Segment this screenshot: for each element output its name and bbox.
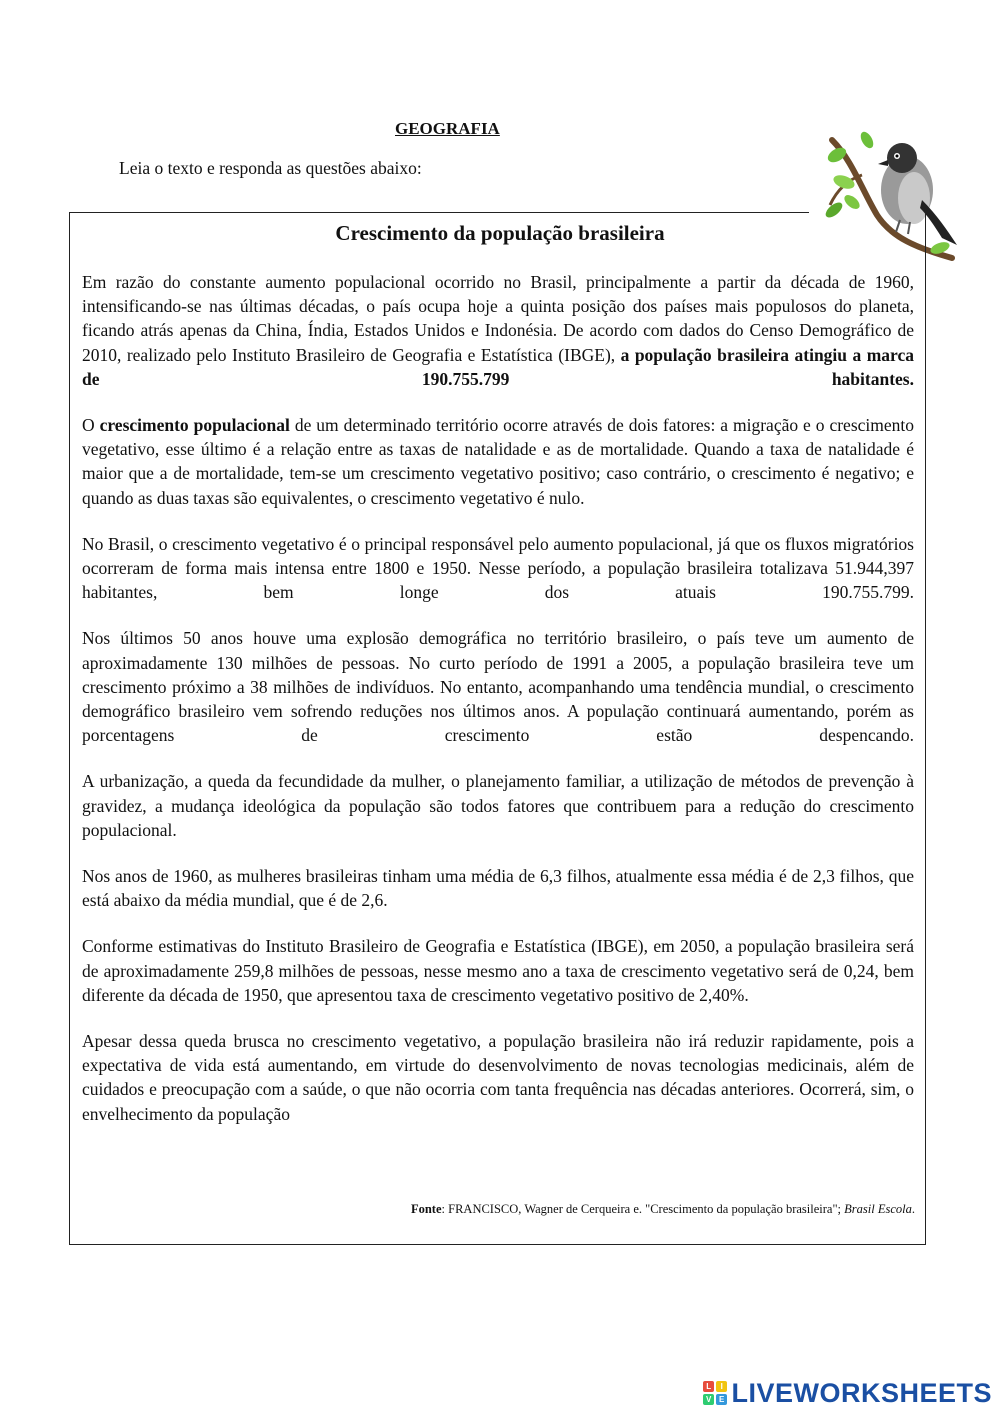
liveworksheets-logo[interactable] bbox=[703, 1378, 992, 1408]
instructions: Leia o texto e responda as questões abaixo: bbox=[119, 158, 422, 178]
paragraph-2-rest: de um determinado território ocorre através de dois fatores: a migração e o crescimento vegetativo, esse último é a relação entre as taxas de natalidade e as de mortalidade. Quando a taxa de natalidade é maior que a de mortalidade, tem-se um crescimento vegetativo positivo; caso contrário, o crescimento é negativo; e quando as duas taxas são equivalentes, o crescimento vegetativo é nulo. bbox=[82, 415, 914, 508]
source-text: : FRANCISCO, Wagner de Cerqueira e. "Crescimento da população brasileira"; bbox=[441, 1202, 845, 1216]
paragraph-7: Conforme estimativas do Instituto Brasileiro de Geografia e Estatística (IBGE), em 2050, a população brasileira será de aproximadamente 259,8 milhões de pessoas, nesse mesmo ano a taxa de crescimento vegetativo será de 0,24, bem diferente da década de 1950, que apresentou taxa de crescimento vegetativo positivo de 2,40%. bbox=[82, 936, 914, 1005]
source-citation bbox=[411, 1202, 915, 1217]
article-title: Crescimento da população brasileira bbox=[335, 221, 665, 245]
paragraph-1 bbox=[82, 270, 914, 391]
paragraph-8: Apesar dessa queda brusca no crescimento vegetativo, a população brasileira não irá reduzir rapidamente, pois a expectativa de vida está aumentando, em virtude do desenvolvimento de novas tecnologias medicinais, além de cuidados e preocupação com a saúde, o que não ocorria com tanta frequência nas décadas anteriores. Ocorrerá, sim, o envelhecimento da população bbox=[82, 1031, 914, 1124]
paragraph-6: Nos anos de 1960, as mulheres brasileiras tinham uma média de 6,3 filhos, atualmente essa média é de 2,3 filhos, que está abaixo da média mundial, que é de 2,6. bbox=[82, 866, 914, 911]
paragraph-2-highlight: crescimento populacional bbox=[99, 415, 290, 436]
paragraph-2-start: O bbox=[82, 415, 100, 436]
source-label: Fonte bbox=[410, 1202, 442, 1216]
article-body bbox=[82, 270, 914, 1148]
paragraph-1-highlight: a população brasileira atingiu a marca de 190.755.799 habitantes. bbox=[82, 344, 914, 389]
logo-text-live: LIVE bbox=[731, 1377, 794, 1408]
paragraph-4: Nos últimos 50 anos houve uma explosão demográfica no território brasileiro, o país teve um aumento de aproximadamente 130 milhões de pessoas. No curto período de 1991 a 2005, a população brasileira teve um crescimento próximo a 38 milhões de indivíduos. No entanto, acompanhando uma tendência mundial, o crescimento demográfico brasileiro vem sofrendo reduções nos últimos anos. A população continuará aumentando, porém as porcentagens de crescimento estão despencando. bbox=[82, 628, 914, 746]
paragraph-2 bbox=[82, 413, 914, 510]
logo-block-2: I bbox=[716, 1381, 727, 1392]
logo-blocks-icon bbox=[703, 1381, 727, 1405]
paragraph-3: No Brasil, o crescimento vegetativo é o principal responsável pelo aumento populacional, já que os fluxos migratórios ocorreram de forma mais intensa entre 1800 e 1950. Nesse período, a população brasileira totalizava 51.944,397 habitantes, bem longe dos atuais 190.755.799. bbox=[82, 533, 914, 603]
logo-block-1: L bbox=[703, 1381, 714, 1392]
logo-text-worksheets: WORKSHEETS bbox=[793, 1377, 992, 1408]
paragraph-5: A urbanização, a queda da fecundidade da mulher, o planejamento familiar, a utilização de métodos de prevenção à gravidez, a mudança ideológica da população são todos fatores que contribuem para a redução do crescimento populacional. bbox=[82, 771, 914, 840]
source-end: . bbox=[911, 1202, 915, 1216]
subject-heading: GEOGRAFIA bbox=[395, 119, 500, 138]
paragraph-1-text: Em razão do constante aumento populacional ocorrido no Brasil, principalmente a partir da década de 1960, intensificando-se nas últimas décadas, o país ocupa hoje a quinta posição dos países mais populosos do planeta, ficando atrás apenas da China, Índia, Estados Unidos e Indonésia. De acordo com dados do Censo Demográfico de 2010, realizado pelo Instituto Brasileiro de Geografia e Estatística (IBGE), bbox=[82, 272, 914, 365]
logo-block-3: V bbox=[703, 1394, 714, 1405]
logo-block-4: E bbox=[716, 1394, 727, 1405]
source-publication: Brasil Escola bbox=[844, 1202, 912, 1216]
